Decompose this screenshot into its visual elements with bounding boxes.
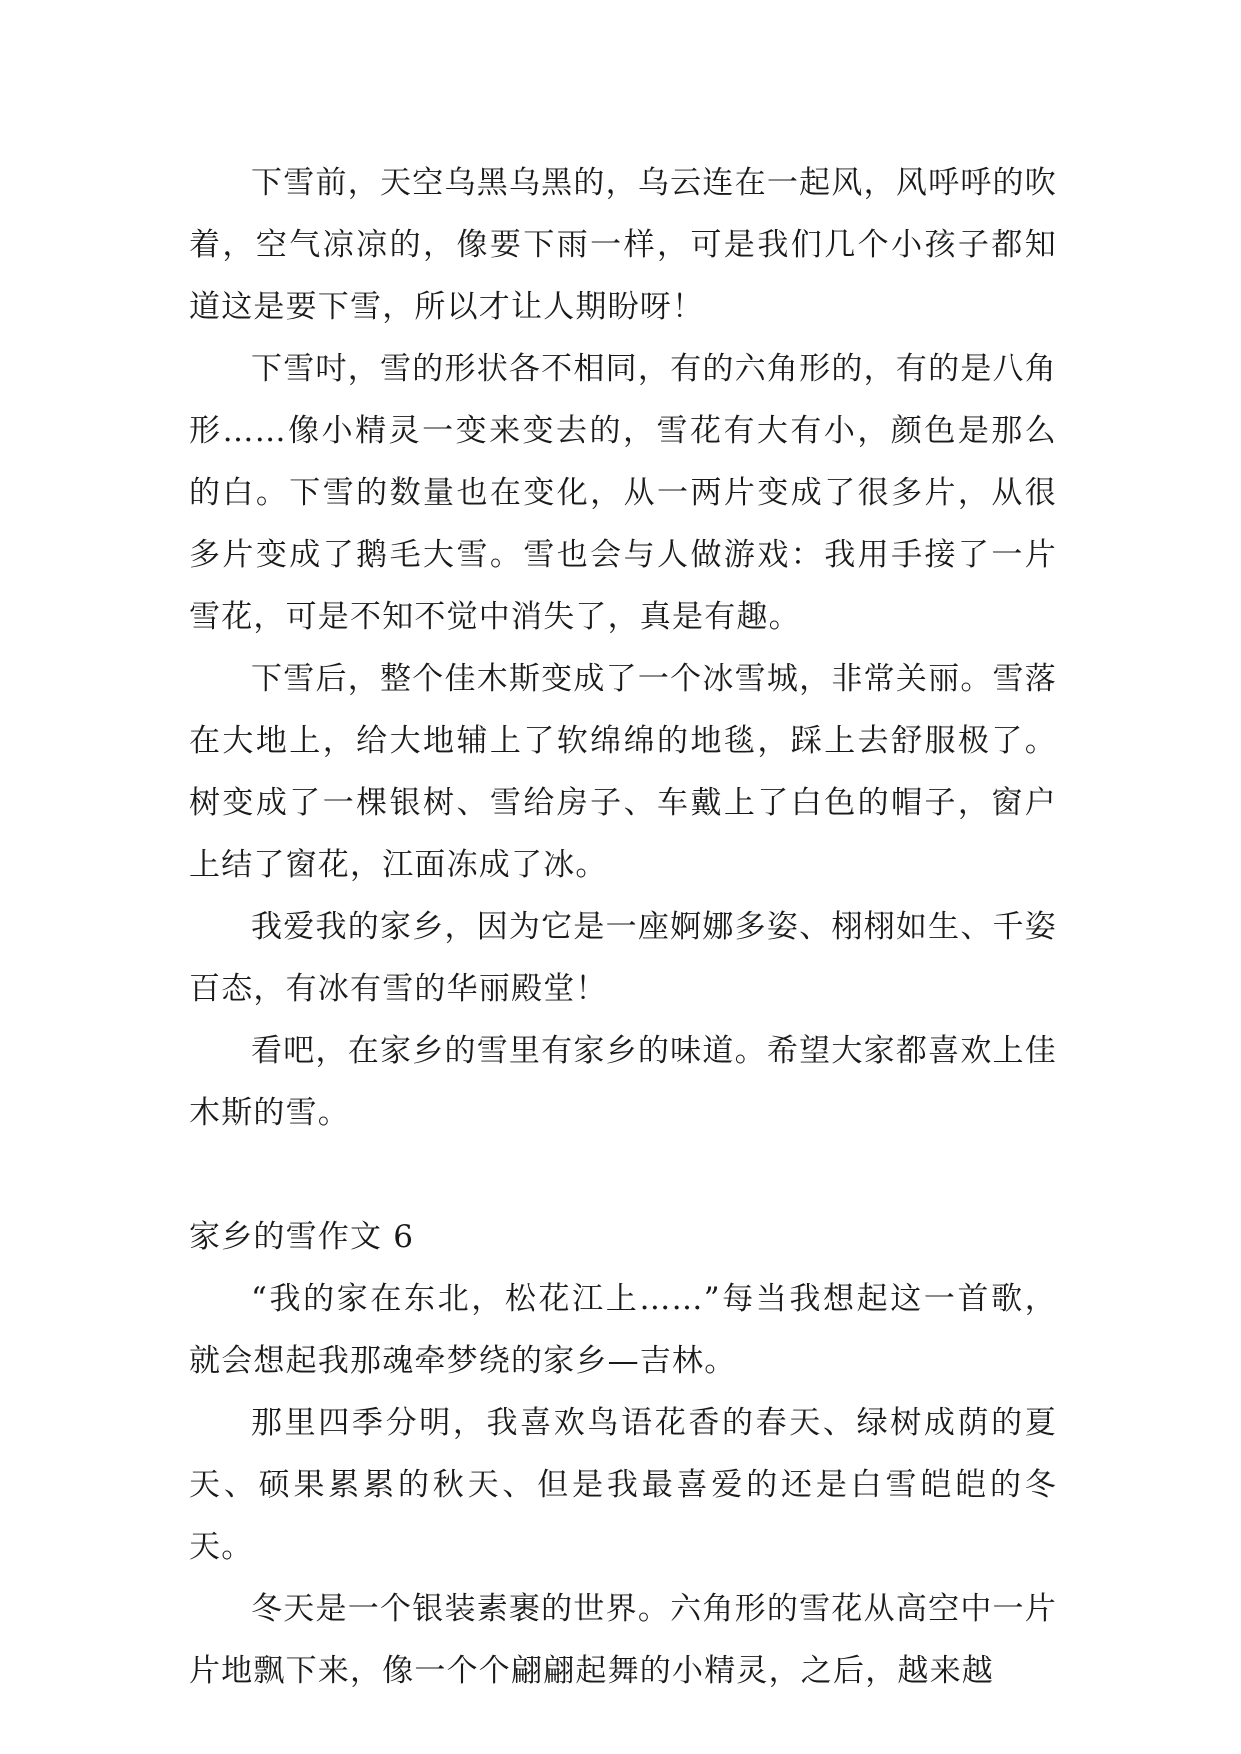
section-spacer [189, 1144, 1057, 1206]
paragraph: “我的家在东北，松花江上……”每当我想起这一首歌，就会想起我那魂牵梦绕的家乡—吉林。 [189, 1281, 1057, 1379]
paragraph: 下雪吋，雪的形状各不相同，有的六角形的，有的是八角形……像小精灵一变来变去的，雪花有大有小，颜色是那么的白。下雪的数量也在变化，从一两片变成了很多片，从很多片变成了鹅毛大雪。雪也会与人做游戏：我用手接了一片雪花，可是不知不觉中消失了，真是有趣。 [189, 351, 1057, 635]
paragraph: 我爱我的家乡，因为它是一座婀娜多姿、栩栩如生、千姿百态，有冰有雪的华丽殿堂！ [189, 909, 1057, 1007]
document-body [189, 152, 1057, 1702]
section-title: 家乡的雪作文 6 [189, 1219, 415, 1255]
paragraph: 看吧，在家乡的雪里有家乡的味道。希望大家都喜欢上佳木斯的雪。 [189, 1033, 1057, 1131]
paragraph: 冬天是一个银装素裹的世界。六角形的雪花从高空中一片片地飘下来，像一个个翩翩起舞的小精灵，之后，越来越 [189, 1591, 1057, 1689]
paragraph: 下雪前，天空乌黑乌黑的，乌云连在一起风，风呼呼的吹着，空气凉凉的，像要下雨一样，可是我们几个小孩子都知道这是要下雪，所以才让人期盼呀！ [189, 165, 1057, 325]
paragraph: 那里四季分明，我喜欢鸟语花香的春天、绿树成荫的夏天、硕果累累的秋天、但是我最喜爱的还是白雪皑皑的冬天。 [189, 1405, 1057, 1565]
paragraph: 下雪后，整个佳木斯变成了一个冰雪城，非常关丽。雪落在大地上，给大地辅上了软绵绵的地毯，踩上去舒服极了。树变成了一棵银树、雪给房子、车戴上了白色的帽子，窗户上结了窗花，江面冻成了冰。 [189, 661, 1057, 883]
